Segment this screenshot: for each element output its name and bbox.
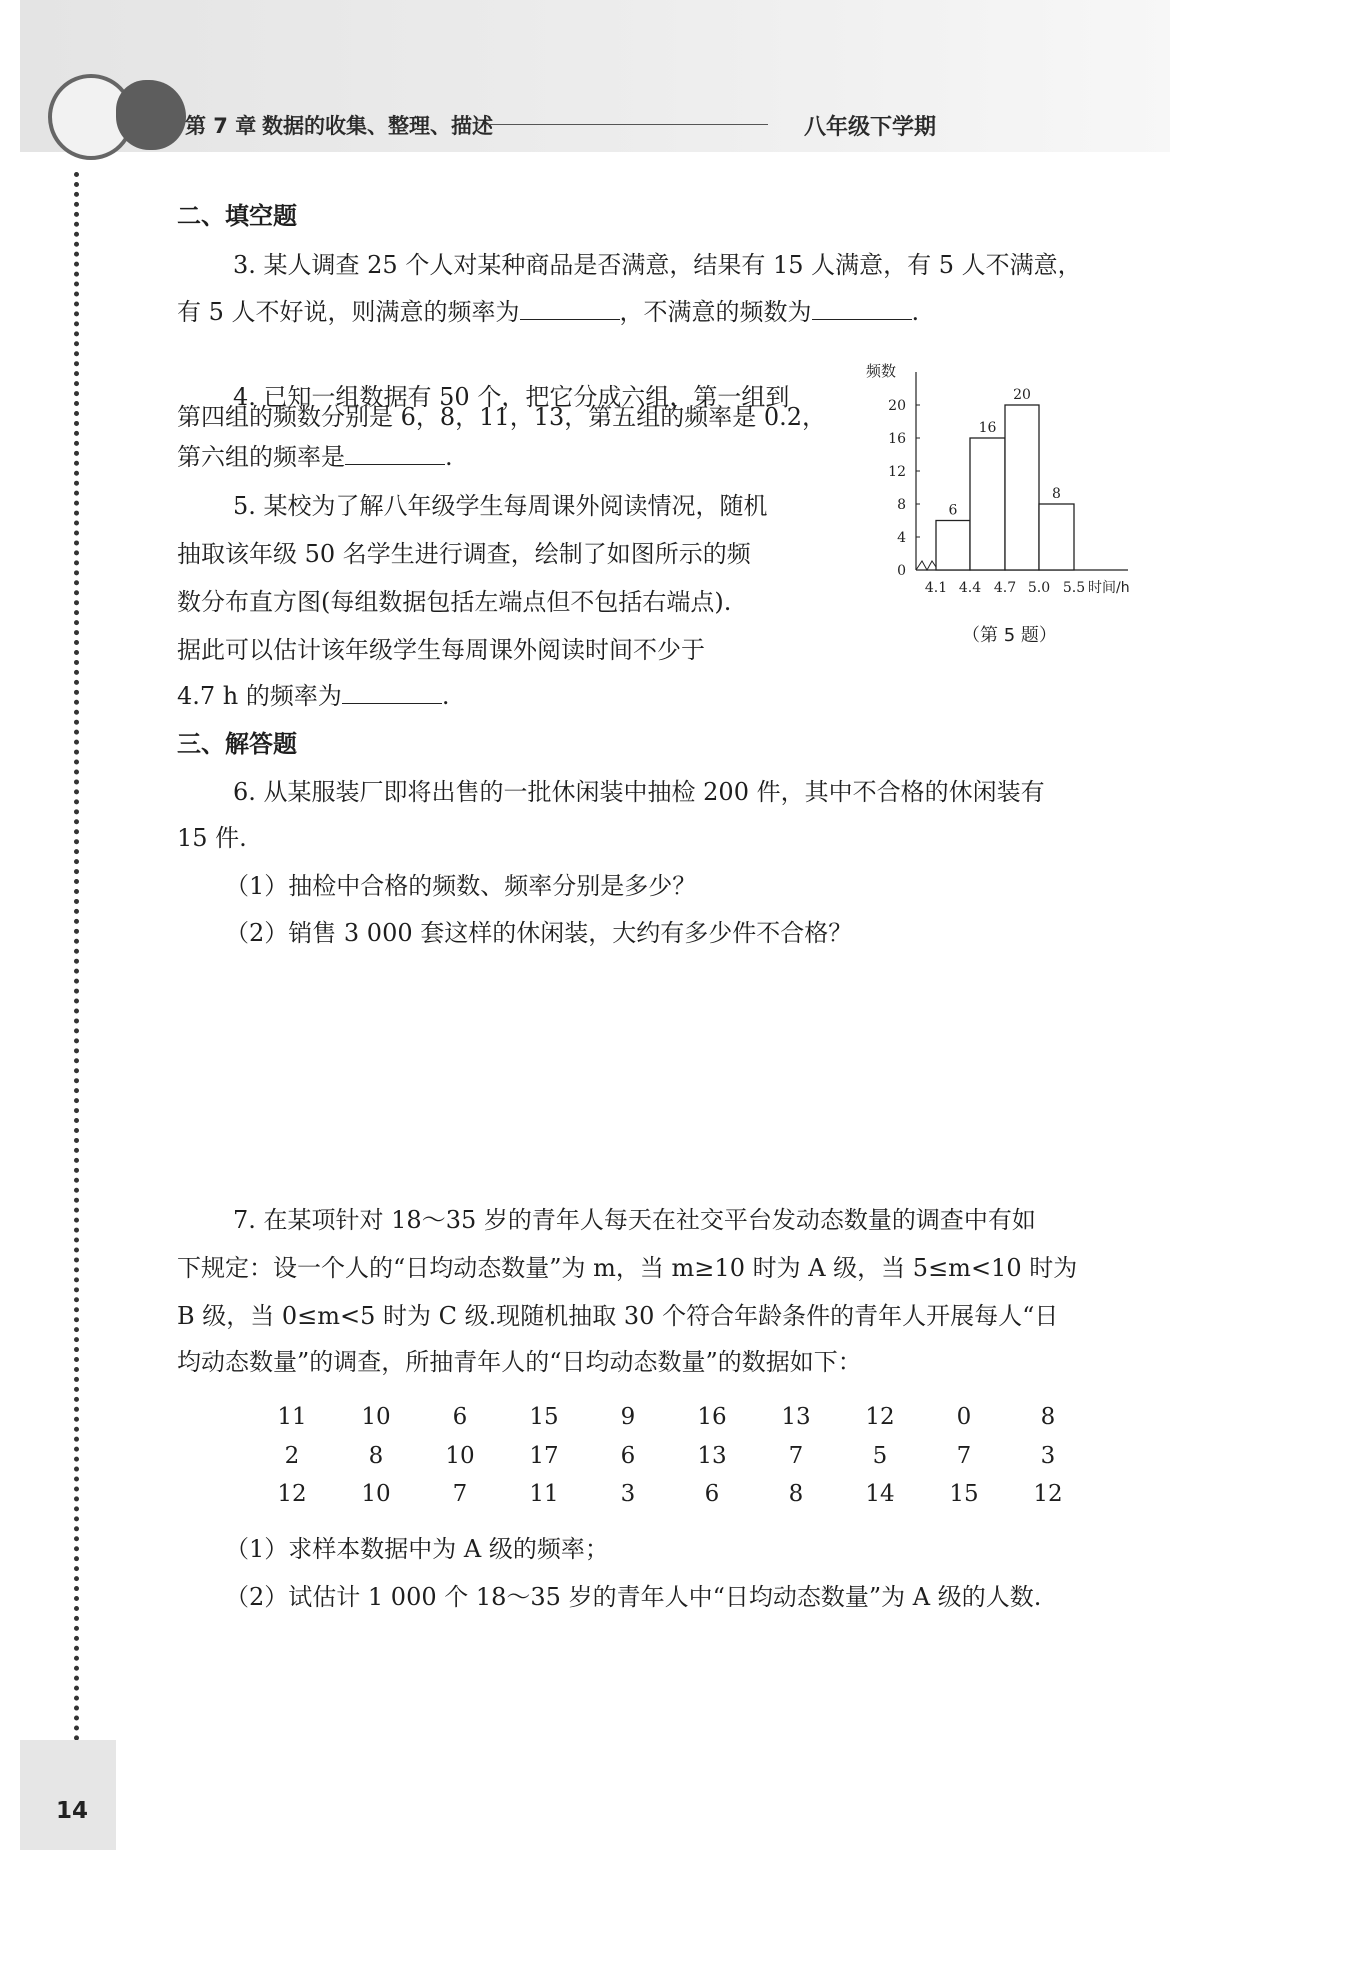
y-tick-label: 4 (897, 530, 906, 546)
q5-text-b: . (441, 682, 450, 710)
q5-line4: 据此可以估计该年级学生每周课外阅读时间不少于 (177, 636, 705, 664)
table-cell: 3 (1040, 1443, 1056, 1469)
table-cell: 6 (620, 1443, 636, 1469)
x-tick-label: 5.0 (1027, 580, 1051, 596)
bar-data-label: 8 (1052, 486, 1061, 502)
q4-text-b: . (445, 443, 453, 471)
answer-blank[interactable] (342, 681, 442, 704)
x-tick-label: 5.5 (1062, 580, 1086, 596)
table-cell: 8 (1040, 1404, 1056, 1430)
histogram-bar (970, 438, 1005, 570)
table-cell: 9 (620, 1404, 636, 1430)
answer-blank[interactable] (812, 297, 912, 320)
x-tick-label: 4.1 (924, 580, 948, 596)
q7-part1: （1）求样本数据中为 A 级的频率； (225, 1535, 609, 1563)
page-number: 14 (56, 1798, 89, 1824)
q7-line1: 7. 在某项针对 18～35 岁的青年人每天在社交平台发动态数量的调查中有如 (233, 1206, 1036, 1234)
table-cell: 3 (620, 1481, 636, 1507)
q4-line1: 4. 已知一组数据有 50 个，把它分成六组，第一组到 (233, 383, 790, 411)
table-cell: 16 (697, 1404, 727, 1430)
table-cell: 15 (949, 1481, 979, 1507)
table-cell: 5 (872, 1443, 888, 1469)
table-cell: 7 (956, 1443, 972, 1469)
y-tick-label: 20 (888, 398, 906, 414)
table-cell: 10 (361, 1404, 391, 1430)
page-tab (20, 1740, 116, 1850)
q3-line2 (177, 296, 919, 328)
table-cell: 11 (277, 1404, 307, 1430)
figure-caption: （第 5 题） (962, 625, 1057, 646)
table-cell: 15 (529, 1404, 559, 1430)
table-cell: 12 (865, 1404, 895, 1430)
table-cell: 8 (368, 1443, 384, 1469)
runner-icon (116, 80, 186, 150)
dotted-margin-line (74, 172, 79, 1742)
table-cell: 0 (956, 1404, 972, 1430)
q5-line5 (177, 680, 450, 712)
chapter-label: 第 7 章 (185, 114, 257, 138)
q4-line3 (177, 441, 453, 473)
table-cell: 10 (445, 1443, 475, 1469)
table-cell: 6 (452, 1404, 468, 1430)
table-cell: 7 (452, 1481, 468, 1507)
q7-part2: （2）试估计 1 000 个 18～35 岁的青年人中“日均动态数量”为 A 级的人数. (225, 1583, 1042, 1611)
table-cell: 14 (865, 1481, 895, 1507)
table-cell: 11 (529, 1481, 559, 1507)
q7-line3: B 级，当 0≤m<5 时为 C 级.现随机抽取 30 个符合年龄条件的青年人开展每人“日 (177, 1302, 1059, 1330)
q6-line2: 15 件. (177, 824, 247, 852)
y-axis-label: 频数 (866, 362, 897, 380)
frequency-histogram (860, 360, 1160, 630)
q7-line4: 均动态数量”的调查，所抽青年人的“日均动态数量”的数据如下： (177, 1348, 862, 1376)
table-cell: 8 (788, 1481, 804, 1507)
table-cell: 12 (277, 1481, 307, 1507)
q5-line2: 抽取该年级 50 名学生进行调查，绘制了如图所示的频 (177, 540, 751, 568)
table-cell: 12 (1033, 1481, 1063, 1507)
section-title-fill-in: 二、填空题 (177, 202, 297, 230)
x-tick-label: 4.7 (993, 580, 1017, 596)
q6-part1: （1）抽检中合格的频数、频率分别是多少？ (225, 872, 697, 900)
q3-text-c: . (911, 298, 920, 326)
answer-blank[interactable] (345, 442, 445, 465)
bar-data-label: 20 (1013, 387, 1031, 403)
x-tick-label: 4.4 (958, 580, 982, 596)
axis-break-mark (916, 561, 938, 570)
table-cell: 6 (704, 1481, 720, 1507)
q5-line3: 数分布直方图(每组数据包括左端点但不包括右端点). (177, 588, 732, 616)
table-cell: 13 (697, 1443, 727, 1469)
q4-text-a: 第六组的频率是 (177, 443, 345, 471)
header-rule (483, 124, 768, 125)
histogram-bar (936, 521, 970, 571)
y-tick-label: 8 (897, 497, 906, 513)
histogram-bar (1039, 504, 1074, 570)
q5-text-a: 4.7 h 的频率为 (177, 682, 342, 710)
q6-line1: 6. 从某服装厂即将出售的一批休闲装中抽检 200 件，其中不合格的休闲装有 (233, 778, 1045, 806)
section-title-solve: 三、解答题 (177, 730, 297, 758)
q4-line2: 第四组的频数分别是 6，8，11，13，第五组的频率是 0.2， (177, 403, 827, 431)
table-cell: 2 (284, 1443, 300, 1469)
histogram-bar (1005, 405, 1039, 570)
y-tick-label: 0 (897, 563, 906, 579)
bar-data-label: 16 (978, 420, 997, 436)
grade-label: 八年级下学期 (804, 114, 937, 140)
q7-line2: 下规定：设一个人的“日均动态数量”为 m，当 m≥10 时为 A 级，当 5≤m<10 时为 (177, 1254, 1078, 1282)
table-cell: 13 (781, 1404, 811, 1430)
q3-text-a: 有 5 人不好说，则满意的频率为 (177, 298, 520, 326)
table-cell: 17 (529, 1443, 559, 1469)
y-tick-label: 16 (888, 431, 906, 447)
q6-part2: （2）销售 3 000 套这样的休闲装，大约有多少件不合格？ (225, 919, 853, 947)
x-axis-label: 时间/h (1088, 580, 1130, 596)
answer-blank[interactable] (520, 297, 620, 320)
q3-line1: 3. 某人调查 25 个人对某种商品是否满意，结果有 15 人满意，有 5 人不满意， (233, 251, 1082, 279)
y-tick-label: 12 (888, 464, 906, 480)
bar-data-label: 6 (948, 502, 958, 519)
q3-text-b: ，不满意的频数为 (619, 298, 812, 326)
table-cell: 10 (361, 1481, 391, 1507)
q5-line1: 5. 某校为了解八年级学生每周课外阅读情况，随机 (233, 492, 768, 520)
chapter-title: 数据的收集、整理、描述 (262, 114, 493, 138)
table-cell: 7 (788, 1443, 804, 1469)
